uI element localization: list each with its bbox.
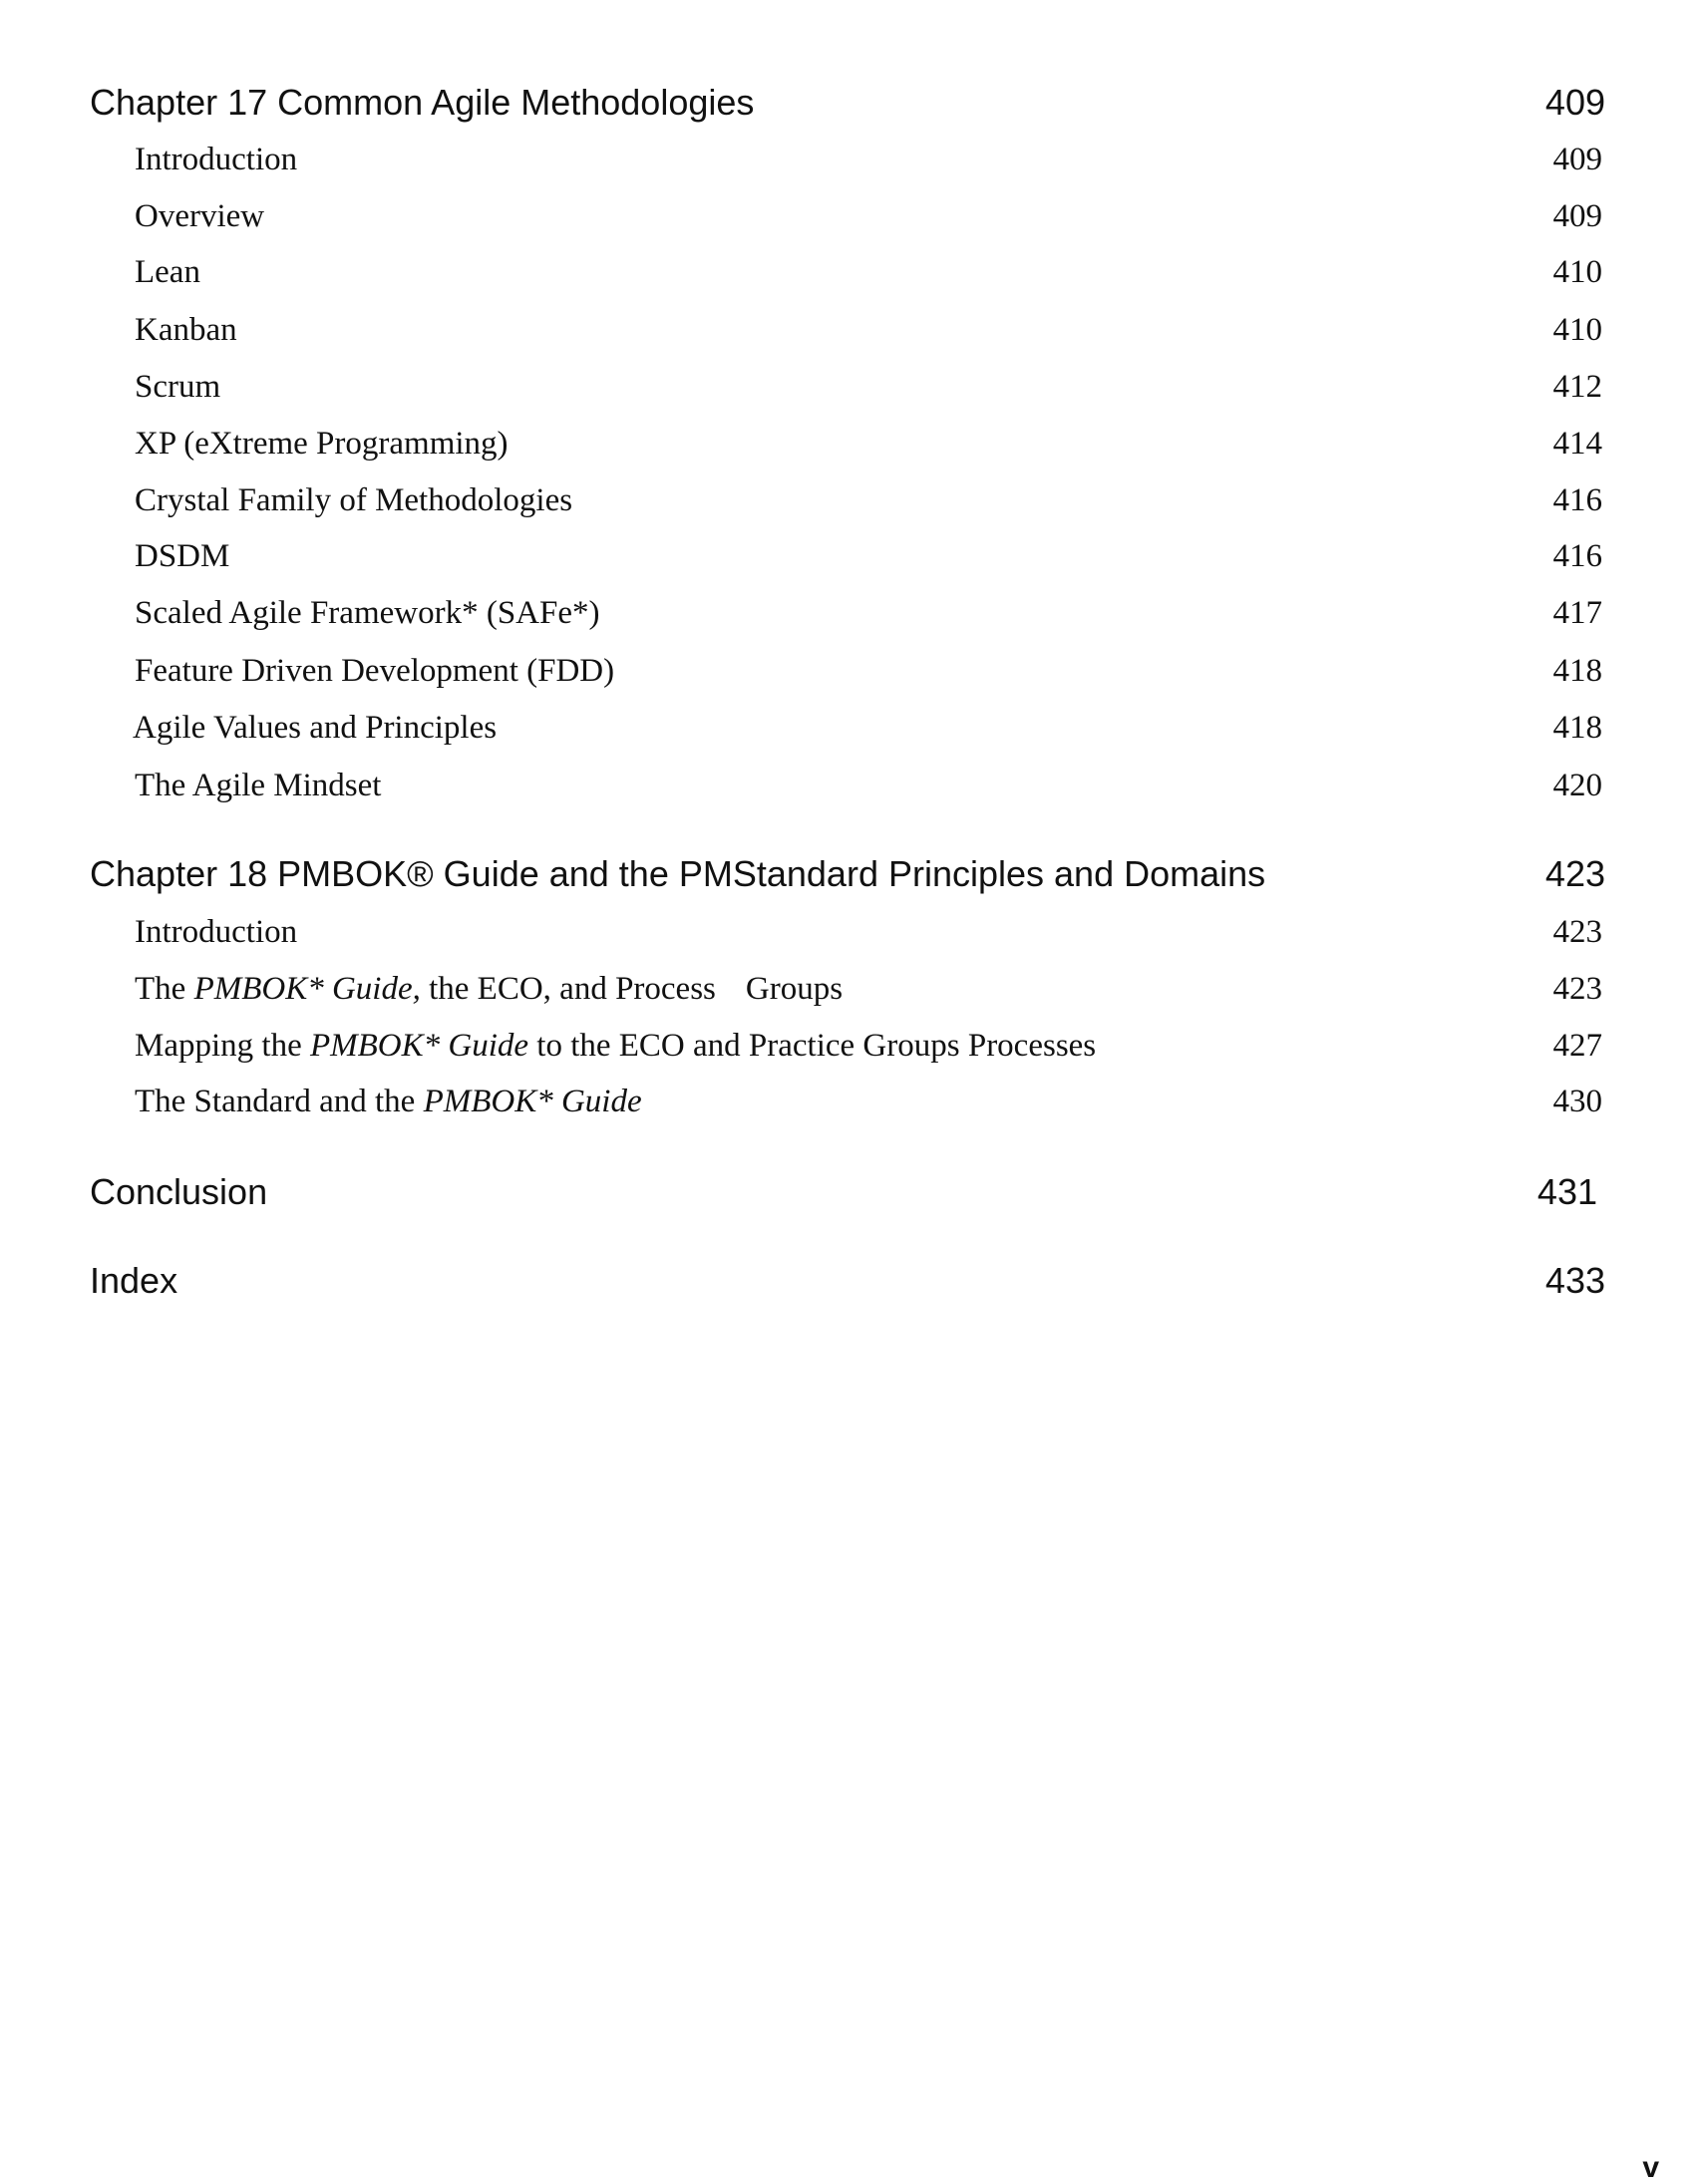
- entry-page-number: 416: [1552, 482, 1602, 518]
- chapter-page-number: 431: [1536, 1171, 1597, 1212]
- entry-page-number: 423: [1552, 971, 1602, 1007]
- entry-page-number: 410: [1552, 312, 1602, 348]
- entry-page-number: 430: [1552, 1084, 1602, 1119]
- entry-page-number: 417: [1552, 595, 1602, 631]
- entry-title: The PMBOK* Guide, the ECO, and Process Groups: [135, 971, 844, 1007]
- entry-page-number: 418: [1552, 710, 1602, 746]
- entry-title: Agile Values and Principles: [133, 710, 498, 746]
- entry-title: DSDM: [135, 538, 230, 574]
- entry-title: Scaled Agile Framework* (SAFe*): [135, 595, 600, 631]
- entry-page-number: 420: [1552, 768, 1602, 803]
- entry-title: Kanban: [135, 312, 237, 348]
- entry-title: Lean: [135, 254, 200, 290]
- entry-title: Crystal Family of Methodologies: [135, 482, 573, 518]
- entry-title: The Agile Mindset: [135, 768, 382, 803]
- chapter-title: Conclusion: [90, 1171, 268, 1212]
- entry-title: The Standard and the PMBOK* Guide: [135, 1084, 642, 1119]
- entry-title: Overview: [135, 198, 265, 234]
- entry-page-number: 423: [1552, 914, 1602, 950]
- chapter-title: Chapter 17 Common Agile Methodologies: [90, 82, 755, 123]
- chapter-page-number: 433: [1544, 1260, 1605, 1301]
- entry-title: Feature Driven Development (FDD): [135, 653, 615, 689]
- entry-page-number: 414: [1552, 426, 1602, 462]
- entry-title: XP (eXtreme Programming): [135, 426, 509, 462]
- chapter-title: Index: [90, 1260, 178, 1301]
- entry-title: Introduction: [135, 142, 298, 177]
- entry-page-number: 416: [1552, 538, 1602, 574]
- chapter-page-number: 423: [1544, 853, 1605, 894]
- entry-title: Mapping the PMBOK* Guide to the ECO and Practice Groups Processes: [135, 1028, 1097, 1064]
- chapter-title: Chapter 18 PMBOK® Guide and the PMStandard Principles and Domains: [90, 853, 1266, 894]
- entry-title: Scrum: [135, 369, 221, 405]
- entry-page-number: 418: [1552, 653, 1602, 689]
- entry-page-number: 427: [1552, 1028, 1602, 1064]
- entry-title: Introduction: [135, 914, 298, 950]
- entry-page-number: 410: [1552, 254, 1602, 290]
- chapter-page-number: 409: [1544, 82, 1605, 123]
- entry-page-number: 409: [1552, 142, 1602, 177]
- page-folio: v: [1642, 2151, 1659, 2184]
- entry-page-number: 409: [1552, 198, 1602, 234]
- entry-page-number: 412: [1552, 369, 1602, 405]
